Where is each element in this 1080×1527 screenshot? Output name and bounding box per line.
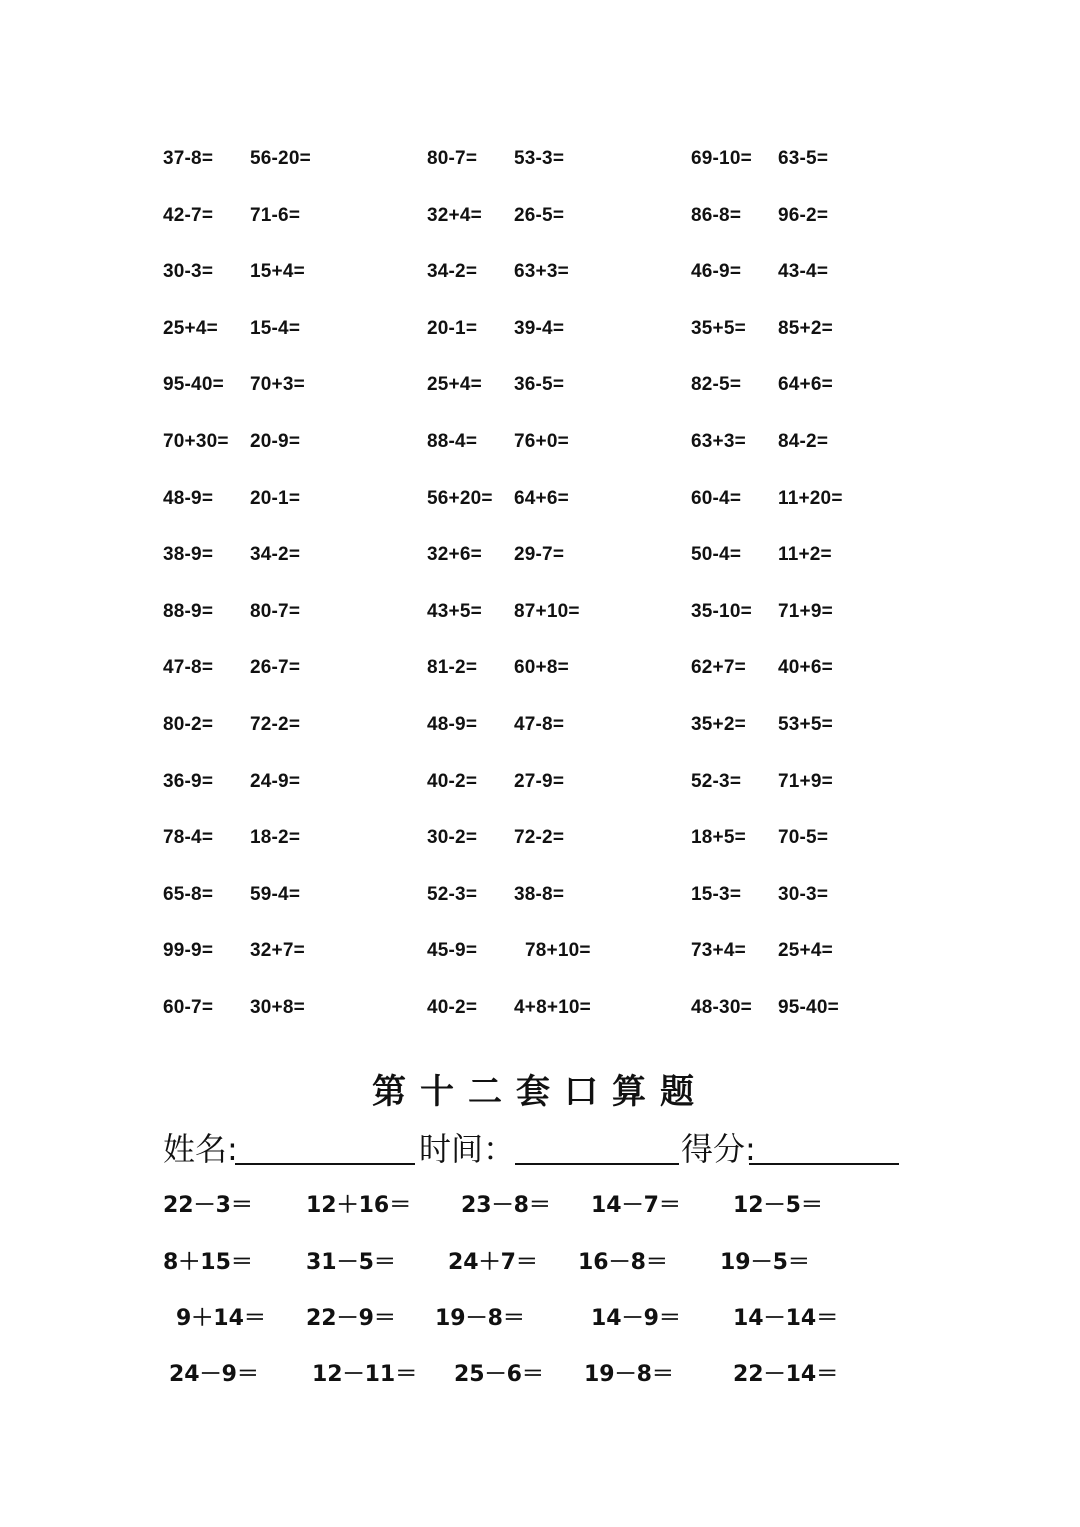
arithmetic-item: 71+9= — [778, 771, 833, 792]
arithmetic-item: 20-9= — [250, 431, 301, 452]
arithmetic-item: 64+6= — [514, 488, 569, 509]
problem-item: 23－8＝ — [461, 1193, 551, 1218]
problem-item: 12－11＝ — [312, 1362, 418, 1387]
arithmetic-item: 80-2= — [163, 714, 214, 735]
problem-item: 16－8＝ — [578, 1250, 668, 1275]
arithmetic-item: 88-9= — [163, 601, 214, 622]
arithmetic-item: 81-2= — [427, 657, 478, 678]
problem-item: 14－9＝ — [591, 1306, 681, 1331]
arithmetic-item: 52-3= — [691, 771, 742, 792]
problem-item: 24－9＝ — [169, 1362, 259, 1387]
arithmetic-item: 99-9= — [163, 940, 214, 961]
arithmetic-item: 30-2= — [427, 827, 478, 848]
arithmetic-item: 30+8= — [250, 997, 305, 1018]
arithmetic-item: 88-4= — [427, 431, 478, 452]
arithmetic-item: 38-8= — [514, 884, 565, 905]
arithmetic-item: 36-9= — [163, 771, 214, 792]
problem-item: 14－7＝ — [591, 1193, 681, 1218]
arithmetic-item: 48-9= — [427, 714, 478, 735]
arithmetic-item: 32+7= — [250, 940, 305, 961]
arithmetic-item: 59-4= — [250, 884, 301, 905]
arithmetic-item: 63-5= — [778, 148, 829, 169]
arithmetic-item: 85+2= — [778, 318, 833, 339]
score-blank[interactable] — [749, 1163, 899, 1165]
arithmetic-item: 37-8= — [163, 148, 214, 169]
arithmetic-item: 24-9= — [250, 771, 301, 792]
arithmetic-item: 34-2= — [250, 544, 301, 565]
arithmetic-item: 78-4= — [163, 827, 214, 848]
arithmetic-item: 76+0= — [514, 431, 569, 452]
arithmetic-item: 72-2= — [514, 827, 565, 848]
arithmetic-item: 38-9= — [163, 544, 214, 565]
arithmetic-item: 15-3= — [691, 884, 742, 905]
arithmetic-item: 48-9= — [163, 488, 214, 509]
worksheet-title: 第十二套口算题 — [372, 1072, 708, 1112]
arithmetic-item: 70+3= — [250, 374, 305, 395]
arithmetic-item: 29-7= — [514, 544, 565, 565]
arithmetic-item: 62+7= — [691, 657, 746, 678]
arithmetic-item: 82-5= — [691, 374, 742, 395]
arithmetic-item: 32+4= — [427, 205, 482, 226]
arithmetic-item: 80-7= — [427, 148, 478, 169]
arithmetic-item: 53-3= — [514, 148, 565, 169]
arithmetic-item: 32+6= — [427, 544, 482, 565]
arithmetic-item: 47-8= — [514, 714, 565, 735]
problem-item: 22－14＝ — [733, 1362, 839, 1387]
arithmetic-item: 34-2= — [427, 261, 478, 282]
time-label: 时间： — [419, 1130, 516, 1168]
arithmetic-item: 56-20= — [250, 148, 311, 169]
arithmetic-item: 25+4= — [163, 318, 218, 339]
arithmetic-item: 4+8+10= — [514, 997, 591, 1018]
arithmetic-item: 27-9= — [514, 771, 565, 792]
problem-item: 9＋14＝ — [176, 1306, 266, 1331]
arithmetic-item: 11+20= — [778, 488, 843, 509]
arithmetic-item: 84-2= — [778, 431, 829, 452]
problem-item: 8＋15＝ — [163, 1250, 253, 1275]
arithmetic-item: 40-2= — [427, 771, 478, 792]
arithmetic-item: 63+3= — [691, 431, 746, 452]
arithmetic-item: 25+4= — [427, 374, 482, 395]
arithmetic-item: 47-8= — [163, 657, 214, 678]
arithmetic-item: 96-2= — [778, 205, 829, 226]
arithmetic-item: 48-30= — [691, 997, 752, 1018]
arithmetic-item: 70-5= — [778, 827, 829, 848]
score-label: 得分: — [681, 1130, 756, 1168]
arithmetic-item: 52-3= — [427, 884, 478, 905]
arithmetic-item: 64+6= — [778, 374, 833, 395]
arithmetic-item: 35+5= — [691, 318, 746, 339]
arithmetic-item: 39-4= — [514, 318, 565, 339]
problem-item: 19－5＝ — [720, 1250, 810, 1275]
arithmetic-item: 26-5= — [514, 205, 565, 226]
arithmetic-item: 15+4= — [250, 261, 305, 282]
arithmetic-item: 35-10= — [691, 601, 752, 622]
arithmetic-item: 46-9= — [691, 261, 742, 282]
arithmetic-item: 30-3= — [778, 884, 829, 905]
arithmetic-item: 50-4= — [691, 544, 742, 565]
problem-item: 19－8＝ — [435, 1306, 525, 1331]
arithmetic-item: 35+2= — [691, 714, 746, 735]
problem-item: 12＋16＝ — [306, 1193, 412, 1218]
arithmetic-item: 42-7= — [163, 205, 214, 226]
arithmetic-item: 40+6= — [778, 657, 833, 678]
arithmetic-item: 69-10= — [691, 148, 752, 169]
problem-item: 31－5＝ — [306, 1250, 396, 1275]
arithmetic-item: 43-4= — [778, 261, 829, 282]
arithmetic-item: 71-6= — [250, 205, 301, 226]
arithmetic-item: 45-9= — [427, 940, 478, 961]
arithmetic-item: 18+5= — [691, 827, 746, 848]
arithmetic-item: 40-2= — [427, 997, 478, 1018]
problem-item: 22－3＝ — [163, 1193, 253, 1218]
arithmetic-item: 60+8= — [514, 657, 569, 678]
arithmetic-item: 30-3= — [163, 261, 214, 282]
arithmetic-item: 60-4= — [691, 488, 742, 509]
arithmetic-item: 15-4= — [250, 318, 301, 339]
name-blank[interactable] — [235, 1163, 415, 1165]
arithmetic-item: 60-7= — [163, 997, 214, 1018]
arithmetic-item: 25+4= — [778, 940, 833, 961]
problem-item: 19－8＝ — [584, 1362, 674, 1387]
arithmetic-item: 87+10= — [514, 601, 580, 622]
arithmetic-item: 73+4= — [691, 940, 746, 961]
arithmetic-item: 78+10= — [525, 940, 591, 961]
arithmetic-item: 63+3= — [514, 261, 569, 282]
problem-item: 12－5＝ — [733, 1193, 823, 1218]
arithmetic-item: 20-1= — [250, 488, 301, 509]
arithmetic-item: 95-40= — [778, 997, 839, 1018]
arithmetic-item: 86-8= — [691, 205, 742, 226]
name-label: 姓名: — [163, 1130, 238, 1168]
arithmetic-item: 36-5= — [514, 374, 565, 395]
problem-item: 22－9＝ — [306, 1306, 396, 1331]
arithmetic-item: 18-2= — [250, 827, 301, 848]
arithmetic-item: 72-2= — [250, 714, 301, 735]
problem-item: 25－6＝ — [454, 1362, 544, 1387]
arithmetic-item: 26-7= — [250, 657, 301, 678]
arithmetic-item: 95-40= — [163, 374, 224, 395]
arithmetic-item: 53+5= — [778, 714, 833, 735]
arithmetic-item: 56+20= — [427, 488, 493, 509]
arithmetic-item: 71+9= — [778, 601, 833, 622]
problem-item: 14－14＝ — [733, 1306, 839, 1331]
arithmetic-item: 70+30= — [163, 431, 229, 452]
time-blank[interactable] — [515, 1163, 679, 1165]
arithmetic-item: 80-7= — [250, 601, 301, 622]
arithmetic-item: 65-8= — [163, 884, 214, 905]
problem-item: 24＋7＝ — [448, 1250, 538, 1275]
arithmetic-item: 20-1= — [427, 318, 478, 339]
arithmetic-item: 43+5= — [427, 601, 482, 622]
arithmetic-item: 11+2= — [778, 544, 832, 565]
